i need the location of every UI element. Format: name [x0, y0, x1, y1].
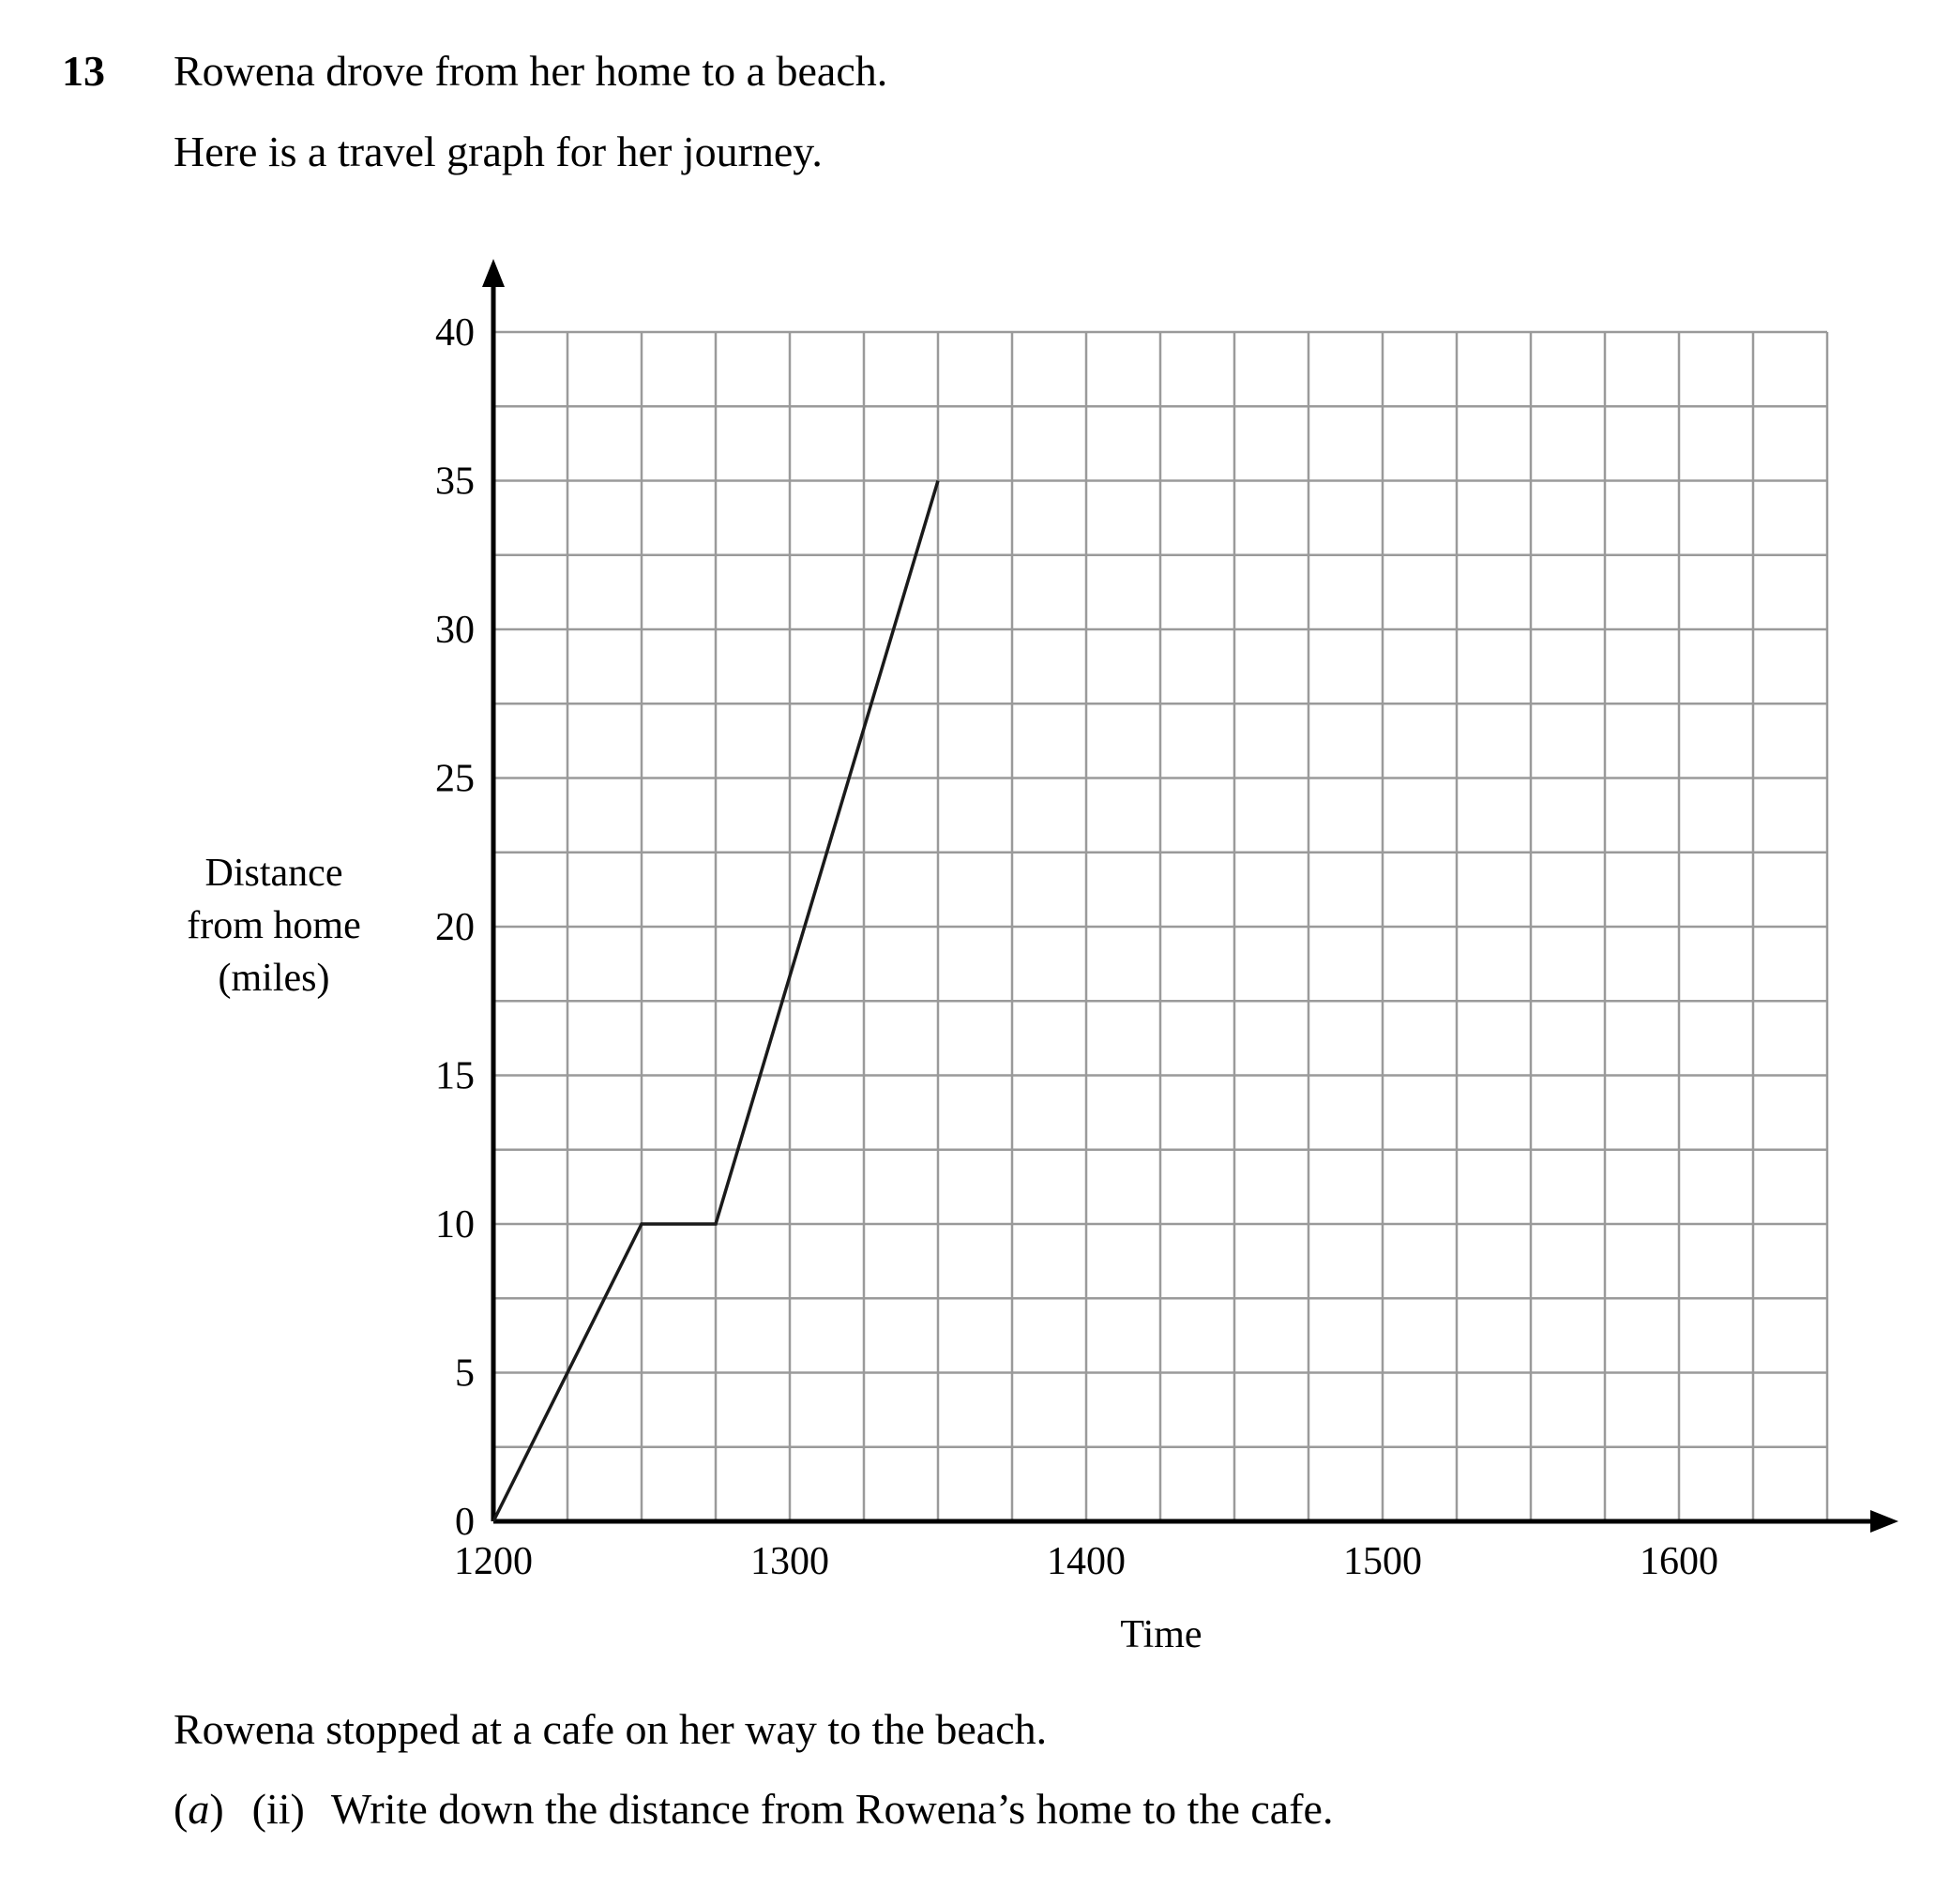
part-text: Write down the distance from Rowena’s home to the cafe.	[330, 1785, 1334, 1833]
y-axis-arrow-icon	[482, 259, 505, 287]
y-tick-label: 5	[455, 1352, 475, 1396]
y-tick-label: 40	[435, 311, 475, 355]
part-label-open: (	[174, 1785, 189, 1833]
subpart-label: (ii)	[251, 1785, 305, 1833]
part-label-letter: a	[188, 1785, 210, 1833]
x-axis-arrow-icon	[1870, 1510, 1898, 1533]
y-axis-title-line-1: Distance	[204, 852, 343, 895]
y-tick-label: 25	[435, 757, 475, 801]
y-axis-title-line-3: (miles)	[218, 957, 330, 1000]
chart-grid	[493, 332, 1827, 1521]
y-tick-label: 20	[435, 906, 475, 949]
chart-axes	[482, 259, 1898, 1533]
y-tick-label: 10	[435, 1203, 475, 1247]
x-tick-label: 1300	[750, 1540, 829, 1583]
y-tick-label: 15	[435, 1054, 475, 1098]
y-tick-label: 35	[435, 460, 475, 504]
y-tick-label: 30	[435, 609, 475, 652]
y-tick-label: 0	[455, 1501, 475, 1544]
x-tick-labels	[454, 1540, 1718, 1583]
cafe-statement: Rowena stopped at a cafe on her way to the beach.	[174, 1705, 1048, 1753]
question-number: 13	[62, 47, 105, 95]
question-part	[174, 1781, 1333, 1837]
x-axis-title: Time	[1120, 1613, 1202, 1656]
x-tick-label: 1500	[1343, 1540, 1422, 1583]
graph-intro: Here is a travel graph for her journey.	[174, 128, 823, 175]
x-tick-label: 1400	[1047, 1540, 1126, 1583]
part-label-close: )	[209, 1785, 224, 1833]
x-tick-label: 1600	[1640, 1540, 1718, 1583]
question-intro: Rowena drove from her home to a beach.	[174, 47, 888, 95]
y-tick-labels	[435, 311, 475, 1544]
x-tick-label: 1200	[454, 1540, 533, 1583]
y-axis-title-line-2: from home	[187, 904, 361, 947]
